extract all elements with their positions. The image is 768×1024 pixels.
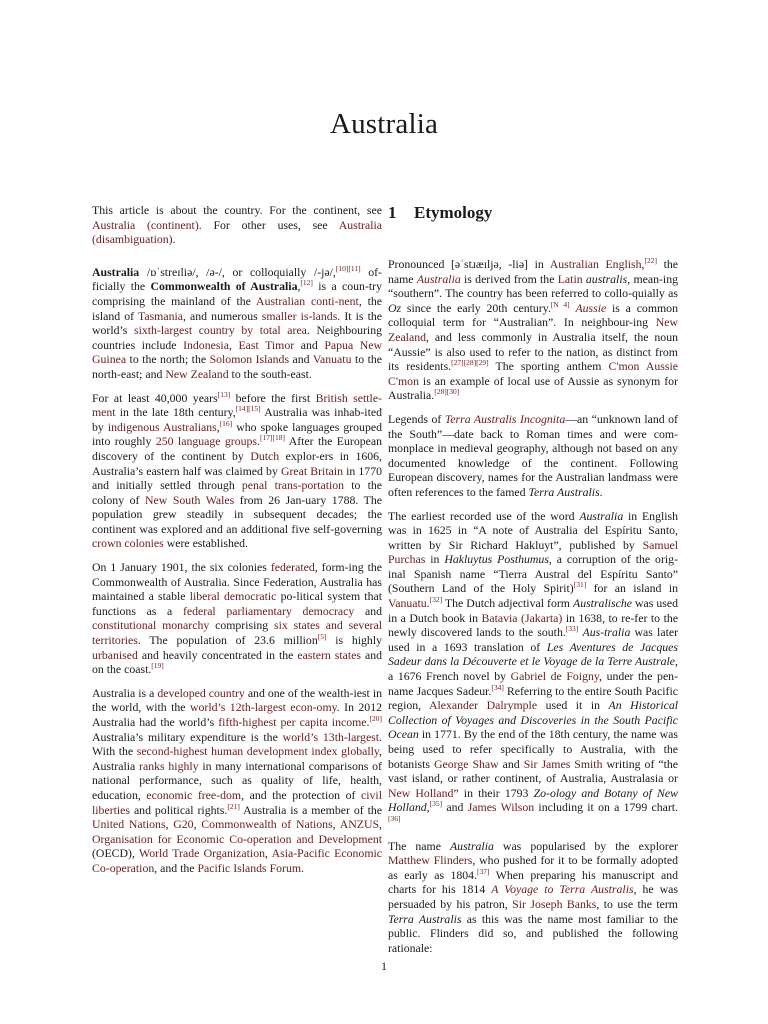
citation[interactable]: [29] [476,358,489,368]
citation[interactable]: [5] [317,632,327,642]
citation[interactable]: [31] [573,580,587,590]
link-united-nations[interactable]: United Nations [92,817,166,832]
hatnote: This article is about the country. For the continent, see Australia (continent). For other uses, see Australia (disambiguation). [92,203,382,247]
link-developed-country[interactable]: developed country [157,685,245,700]
citation[interactable]: [27] [451,358,464,368]
link-a-voyage-to-terra-australis[interactable]: A Voyage to Terra Australis [491,882,634,897]
link-vanuatu[interactable]: Vanuatu [312,352,352,367]
link-federated[interactable]: federated [270,560,315,575]
link-12th-largest-economy[interactable]: world’s 12th-largest econ-omy [189,700,337,715]
citation[interactable]: [12] [300,278,313,288]
link-constitutional-monarchy[interactable]: constitutional monarchy [92,618,210,633]
link-g20[interactable]: G20 [173,817,194,832]
citation[interactable]: [35] [429,799,443,809]
link-terra-australis-incognita[interactable]: Terra Australis Incognita [444,411,566,426]
section-number: 1 [388,203,397,222]
citation[interactable]: [17] [259,433,273,443]
link-matthew-flinders[interactable]: Matthew Flinders [388,853,473,868]
citation[interactable]: [22] [644,256,657,265]
link-smaller-islands[interactable]: smaller is-lands [261,308,338,323]
link-new-zealand[interactable]: New Zealand [165,366,229,381]
link-sir-james-smith[interactable]: Sir James Smith [523,756,603,771]
citation[interactable]: [11] [348,263,361,273]
link-per-capita-income[interactable]: fifth-highest per capita income [218,715,367,729]
link-australia-continent[interactable]: Australia (continent) [92,217,199,232]
citation[interactable]: [34] [491,682,504,692]
link-urbanised[interactable]: urbanised [92,647,138,662]
link-latin[interactable]: Latin [557,271,583,286]
link-solomon-islands[interactable]: Solomon Islands [209,352,290,367]
link-crown-colonies[interactable]: crown colonies [92,536,164,551]
right-column [388,203,678,964]
link-australia[interactable]: Australia [416,271,461,286]
citation[interactable]: [28] [434,387,447,397]
link-anzus[interactable]: ANZUS [339,817,380,832]
link-eastern-states[interactable]: eastern states [297,647,361,662]
link-new-zealand[interactable]: New Zealand [388,315,678,344]
citation[interactable]: [28] [463,358,477,368]
link-federal-parliamentary-democracy[interactable]: federal parliamentary democracy [182,603,355,618]
citation[interactable]: [10] [335,263,349,273]
etymology-paragraph-4: The name Australia was popularised by the explorer Matthew Flinders, who pushed for it to be formally adopted as early as 1804.[37] When preparing his manuscript and charts for his 1814 A Voyage to Terra Australis, he was persuaded by his patron, Sir Joseph Banks, to use the term Terra Australis as this was the name most familiar to the public. Flinders did so, and published the following rationale: [388,838,678,955]
link-australian-continent[interactable]: Australian conti-nent [256,293,359,308]
link-papua-new-guinea[interactable]: Papua New Guinea [92,337,383,367]
citation[interactable]: [13] [217,389,231,399]
link-george-shaw[interactable]: George Shaw [433,756,499,771]
etymology-paragraph-1: Pronounced [əˈstɹæɪljə, -liə] in Australian English,[22] the name Australia is derived from the Latin australis, mean-ing “southern”. The country has been referred to collo-quially as Oz since the early 20th century.[N 4] Aussie is a common colloquial term for “Australian”. In neighbour-ing New Zealand, and less commonly in Australia itself, the noun “Aussie” is also used to refer to the nation, as distinct from its residents.[27][28][29] The sporting anthem C'mon Aussie C'mon is an example of local use of Aussie as synonym for Australia.[28][30] [388,256,678,403]
etymology-paragraph-2: Legends of Terra Australis Incognita—an “unknown land of the South”—date back to Roman times and were com-monplace in medieval geography, although not based on any documented knowledge of the continent. Following European discovery, names for the Australian landmass were often references to the famed Terra Australis. [388,411,678,499]
link-ranks-highly[interactable]: ranks highly [139,758,199,773]
citation[interactable]: [32] [429,595,443,605]
citation[interactable]: [19] [151,661,164,671]
link-aussie[interactable]: Aussie [575,300,607,315]
link-sir-joseph-banks[interactable]: Sir Joseph Banks [512,896,597,911]
citation[interactable]: [14] [235,404,249,414]
section-title: Etymology [414,203,493,222]
left-column [92,203,382,885]
page-number: 1 [381,959,387,973]
link-human-development-index[interactable]: second-highest human development index globally [136,744,380,759]
link-new-south-wales[interactable]: New South Wales [145,492,235,507]
link-indonesia[interactable]: Indonesia [183,337,229,352]
citation[interactable]: [21] [227,801,240,811]
etymology-paragraph-3: The earliest recorded use of the word Australia in English was in 1625 in “A note of Australia del Espíritu Santo, written by Sir Richard Hakluyt”, published by Samuel Purchas in Hakluytus Posthumus, a corruption of the orig-inal Spanish name “Tierra Austral del Espíritu Santo” (Southern Land of the Holy Spirit)[31] for an island in Vanuatu.[32] The Dutch adjectival form Australische was used in a Dutch book in Batavia (Jakarta) in 1638, to re-fer to the newly discovered lands to the south.[33] Aus-tralia was later used in a 1693 translation of Les Aventures de Jacques Sadeur dans la Découverte et le Voyage de la Terre Australe, a 1676 French novel by Gabriel de Foigny, under the pen-name Jacques Sadeur.[34] Referring to the entire South Pacific region, Alexander Dalrymple used it in An Historical Collection of Voyages and Discoveries in the South Pacific Ocean in 1771. By the end of the 18th century, the name was being used to refer specifically to Australia, with the botanists George Shaw and Sir James Smith writing of “the vast island, or rather continent, of Australia, Australasia or New Holland” in their 1793 Zo-ology and Botany of New Holland,[35] and James Wilson including it on a 1799 chart.[36] [388,508,679,823]
lead-paragraph-1: Australia /ɒˈstreɪliə/, /ə-/, or colloquially /-jə/,[10][11] of-ficially the Commonwealth of Australia,[12] is a coun-try comprising the mainland of the Australian conti-nent, the island of Tasmania, and numerous smaller is-lands. It is the world’s sixth-largest country by total area. Neighbouring countries include Indonesia, East Timor and Papua New Guinea to the north; the Solomon Islands and Vanuatu to the north-east; and New Zealand to the south-east. [92,263,383,381]
lead-paragraph-4: Australia is a developed country and one of the wealth-iest in the world, with the world’s 12th-largest econ-omy. In 2012 Australia had the world’s fifth-highest per capita income.[20] Australia’s military expenditure is the world’s 13th-largest. With the second-highest human development index globally, Australia ranks highly in many international comparisons of national performance, such as quality of life, health, education, economic free-dom, and the protection of civil liberties and political rights.[21] Australia is a member of the United Nations, G20, Commonwealth of Nations, ANZUS, Organisation for Economic Co-operation and Development (OECD), World Trade Organization, Asia-Pacific Economic Co-operation, and the Pacific Islands Forum. [92,685,383,875]
link-british-settlement[interactable]: British settle-ment [92,390,382,420]
lead-paragraph-2: For at least 40,000 years[13] before the first British settle-ment in the late 18th century,[14][15] Australia was inhab-ited by indigenous Australians,[16] who spoke languages grouped into roughly 250 language groups.[17][18] After the European discovery of the continent by Dutch explor-ers in 1606, Australia’s eastern half was claimed by Great Britain in 1770 and initially settled through penal trans-portation to the colony of New South Wales from 26 Jan-uary 1788. The population grew steadily in subsequent decades; the continent was explored and an additional five self-governing crown colonies were established. [92,389,383,551]
link-language-groups[interactable]: 250 language groups [155,434,258,449]
link-oecd[interactable]: Organisation for Economic Co-operation and Development [92,831,382,846]
link-states-and-territories[interactable]: six states and several territories [92,618,382,648]
citation[interactable]: [15] [248,404,261,414]
link-samuel-purchas[interactable]: Samuel Purchas [388,537,678,567]
link-13th-largest-military[interactable]: world’s 13th-largest [282,729,380,744]
citation[interactable]: [37] [477,866,490,876]
lead-paragraph-3: On 1 January 1901, the six colonies federated, form-ing the Commonwealth of Australia. Since Federation, Australia has maintained a stable liberal democratic po-litical system that functions as a federal parliamentary democracy and constitutional monarchy comprising six states and several territories. The population of 23.6 million[5] is highly urbanised and heavily concentrated in the eastern states and on the coast.[19] [92,560,383,677]
link-batavia-jakarta[interactable]: Batavia (Jakarta) [481,610,563,625]
link-australian-english[interactable]: Australian English [549,257,642,271]
link-dutch[interactable]: Dutch [250,448,280,463]
link-commonwealth-of-nations[interactable]: Commonwealth of Nations [201,817,333,832]
link-tasmania[interactable]: Tasmania [137,308,184,323]
link-indigenous-australians[interactable]: indigenous Australians [107,419,217,434]
link-great-britain[interactable]: Great Britain [280,463,344,478]
page-title: Australia [329,108,439,140]
section-heading-etymology [388,203,678,223]
link-vanuatu[interactable]: Vanuatu [388,596,427,611]
link-alexander-dalrymple[interactable]: Alexander Dalrymple [428,698,538,713]
link-pacific-islands-forum[interactable]: Pacific Islands Forum [197,860,302,875]
citation[interactable]: [36] [388,813,401,823]
link-liberal-democratic[interactable]: liberal democratic [189,589,277,604]
link-james-wilson[interactable]: James Wilson [467,800,535,815]
link-world-trade-organization[interactable]: World Trade Organization [139,846,265,861]
note[interactable]: [N 4] [550,299,570,309]
link-apec[interactable]: Asia-Pacific Economic Co-operation [92,846,383,875]
link-economic-freedom[interactable]: economic free-dom [146,787,242,802]
citation[interactable]: [33] [565,624,579,634]
link-civil-liberties[interactable]: civil liberties [92,787,382,817]
link-penal-transportation[interactable]: penal trans-portation [241,478,345,493]
link-sixth-largest-country[interactable]: sixth-largest country by total area [134,323,307,338]
citation[interactable]: [20] [369,714,382,723]
link-gabriel-de-foigny[interactable]: Gabriel de Foigny [510,669,600,684]
citation[interactable]: [16] [219,418,233,428]
link-new-holland[interactable]: New Holland [388,785,454,800]
link-australia-disambiguation[interactable]: Australia (disambiguation) [92,217,382,247]
link-cmon-aussie-cmon[interactable]: C'mon Aussie C'mon [388,359,678,388]
citation[interactable]: [30] [446,387,460,397]
citation[interactable]: [18] [272,433,285,443]
link-east-timor[interactable]: East Timor [238,337,295,352]
